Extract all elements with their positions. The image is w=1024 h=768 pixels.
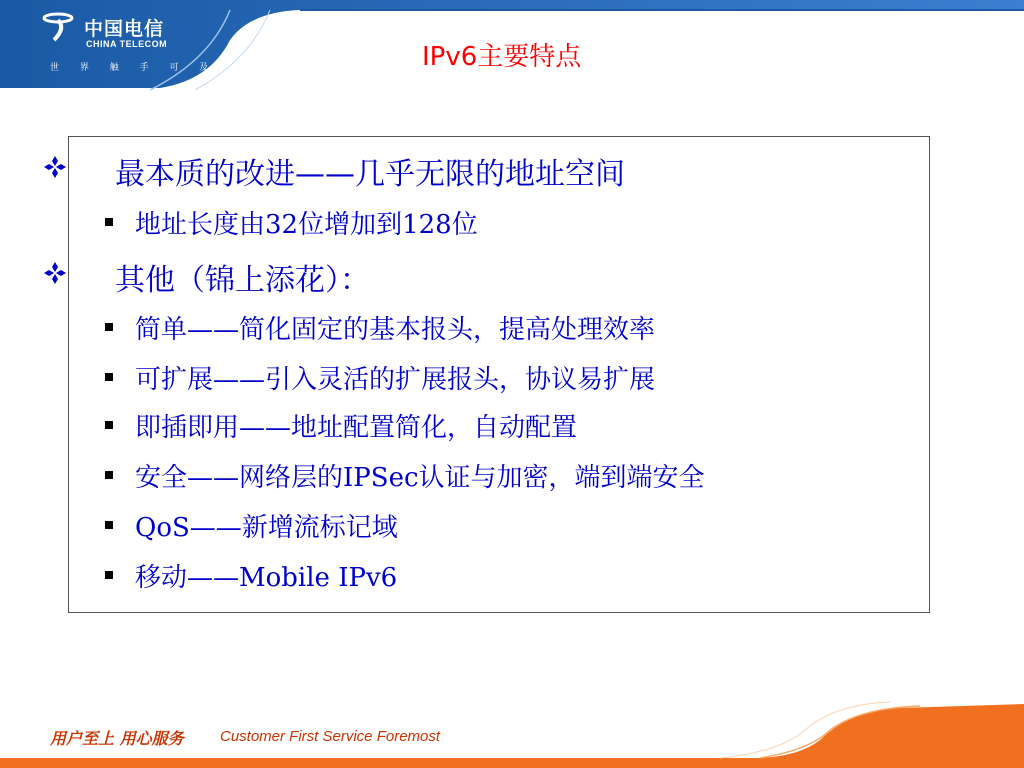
logo-name-en: CHINA TELECOM (86, 39, 168, 49)
bullet-item-l2 (135, 457, 705, 494)
bullet-item-l2 (135, 309, 655, 346)
square-bullet-icon (105, 218, 113, 226)
bullet-text: 最本质的改进——几乎无限的地址空间 (115, 157, 625, 192)
bullet-text: 其他（锦上添花）： (115, 263, 370, 298)
square-bullet-icon (105, 421, 113, 429)
square-bullet-icon (105, 521, 113, 529)
square-bullet-icon (105, 323, 113, 331)
bullet-item-l1 (83, 255, 370, 299)
slide-title: IPv6主要特点 (422, 42, 582, 72)
square-bullet-icon (105, 471, 113, 479)
bullet-text: QoS——新增流标记域 (135, 513, 398, 543)
diamond-bullet-icon (43, 261, 67, 285)
china-telecom-logo (40, 8, 218, 78)
bullet-item-l1 (83, 149, 625, 193)
bullet-item-l2 (135, 557, 397, 594)
bullet-item-l2 (135, 204, 478, 241)
slide-footer (0, 700, 1024, 768)
bullet-text: 简单——简化固定的基本报头，提高处理效率 (135, 315, 656, 345)
footer-slogan-en: Customer First Service Foremost (220, 728, 441, 745)
telecom-swirl-icon (40, 8, 76, 44)
bullet-text: 安全——网络层的IPSec认证与加密，端到端安全 (135, 463, 705, 493)
logo-name-cn: 中国电信 (84, 18, 165, 40)
bullet-text: 即插即用——地址配置简化，自动配置 (135, 413, 578, 443)
content-box (68, 136, 930, 613)
bullet-item-l2 (135, 507, 398, 544)
slide-header (0, 0, 1024, 90)
footer-slogan-cn: 用户至上 用心服务 (50, 729, 184, 748)
bullet-text: 可扩展——引入灵活的扩展报头，协议易扩展 (135, 365, 656, 395)
bullet-text: 地址长度由32位增加到128位 (135, 210, 478, 240)
bullet-item-l2 (135, 407, 577, 444)
square-bullet-icon (105, 373, 113, 381)
logo-slogan: 世 界 触 手 可 及 (50, 63, 218, 73)
diamond-bullet-icon (43, 155, 67, 179)
bullet-text: 移动——Mobile IPv6 (135, 563, 398, 593)
square-bullet-icon (105, 571, 113, 579)
bullet-item-l2 (135, 359, 655, 396)
